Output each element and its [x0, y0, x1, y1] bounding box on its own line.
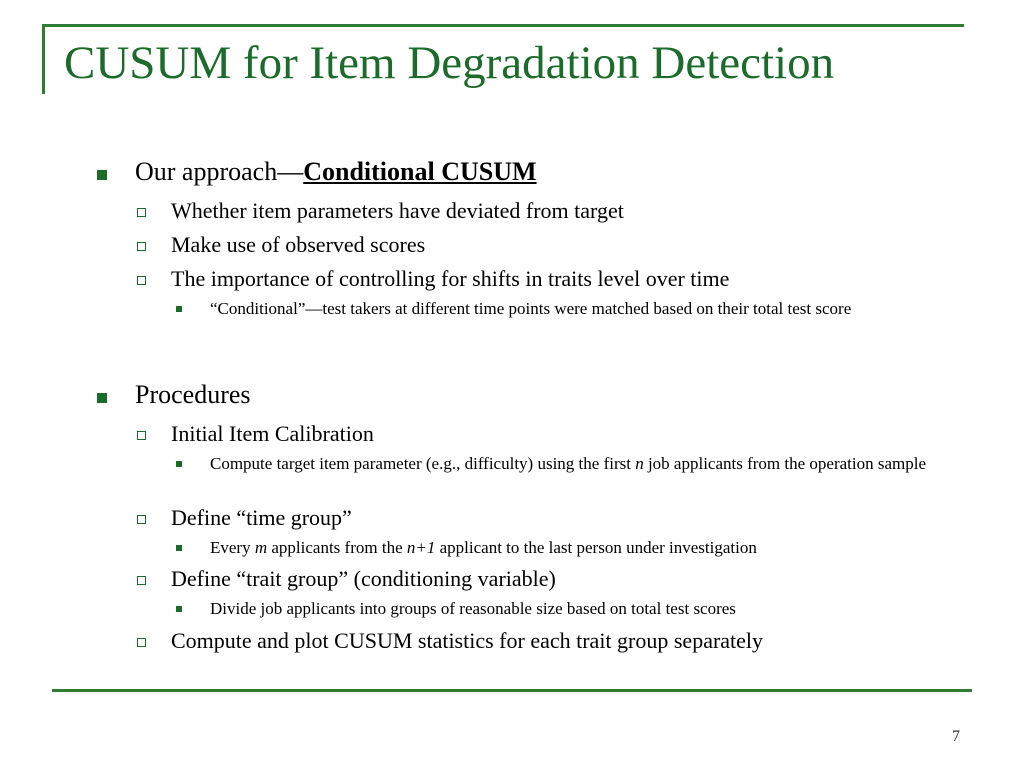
bullet-square-icon [97, 393, 107, 403]
bullet-hollow-square-icon [137, 576, 146, 585]
step2-detail-text-c: applicant to the last person under investigation [435, 538, 757, 557]
bullet-hollow-square-icon [137, 515, 146, 524]
procedure-step-2: Define “time group” [171, 505, 352, 530]
procedures-heading: Procedures [135, 380, 251, 409]
step2-detail-var-n1: n+1 [406, 538, 436, 557]
approach-item-2: Make use of observed scores [171, 232, 426, 257]
bullet-small-square-icon [176, 461, 182, 467]
bullet-hollow-square-icon [137, 242, 146, 251]
step1-detail-text-b: job applicants from the operation sample [643, 454, 927, 473]
approach-prefix: Our approach— [135, 157, 304, 186]
procedure-step-3-detail: Divide job applicants into groups of reasonable size based on total test scores [210, 599, 736, 618]
step2-detail-text-b: applicants from the [267, 538, 407, 557]
approach-heading [135, 157, 537, 187]
bullet-hollow-square-icon [137, 638, 146, 647]
bullet-square-icon [97, 170, 107, 180]
step2-detail-text-a: Every [210, 538, 255, 557]
bullet-hollow-square-icon [137, 276, 146, 285]
procedure-step-1: Initial Item Calibration [171, 421, 374, 446]
approach-emphasis: Conditional CUSUM [303, 157, 537, 186]
step1-detail-var: n [635, 454, 644, 473]
footer-rule [52, 689, 972, 692]
approach-item-1: Whether item parameters have deviated from target [171, 198, 624, 223]
step1-detail-text-a: Compute target item parameter (e.g., difficulty) using the first [210, 454, 636, 473]
procedure-step-2-detail [210, 537, 970, 558]
bullet-hollow-square-icon [137, 431, 146, 440]
procedure-step-3: Define “trait group” (conditioning variable) [171, 566, 556, 591]
approach-sub-note: “Conditional”—test takers at different time points were matched based on their total test score [210, 299, 852, 318]
procedure-step-4: Compute and plot CUSUM statistics for each trait group separately [171, 628, 764, 653]
bullet-small-square-icon [176, 545, 182, 551]
procedure-step-1-detail [210, 453, 970, 474]
step2-detail-var-m: m [254, 538, 268, 557]
approach-item-3: The importance of controlling for shifts in traits level over time [171, 266, 730, 291]
page-number: 7 [952, 728, 960, 745]
slide-title: CUSUM for Item Degradation Detection [64, 37, 835, 89]
bullet-small-square-icon [176, 306, 182, 312]
bullet-small-square-icon [176, 606, 182, 612]
bullet-hollow-square-icon [137, 208, 146, 217]
